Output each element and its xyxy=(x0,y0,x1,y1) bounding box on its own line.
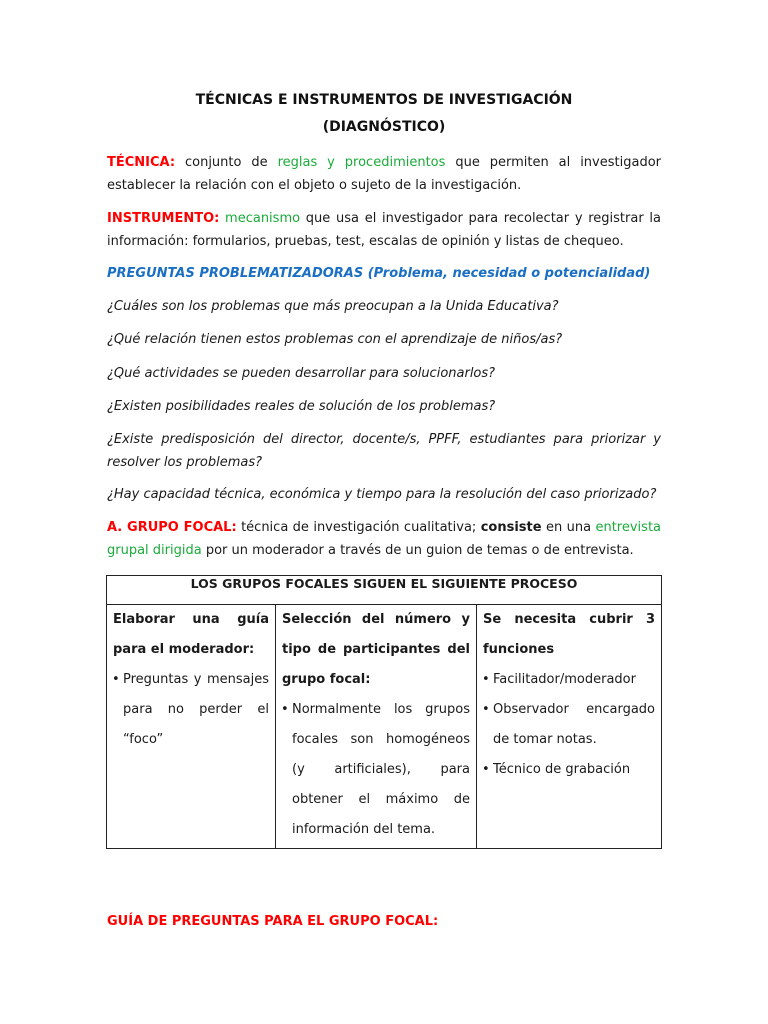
list-item: • Facilitador/moderador xyxy=(483,665,655,695)
page-title-line2: (DIAGNÓSTICO) xyxy=(322,119,446,135)
process-column-head: Selección del número y tipo de participantes del grupo focal: xyxy=(282,612,470,687)
process-table-body-row xyxy=(107,605,662,849)
pregunta-item: ¿Existe predisposición del director, docente/s, PPFF, estudiantes para priorizar y resolver los problemas? xyxy=(107,432,661,470)
grupo-focal-text2: en una xyxy=(541,520,596,535)
process-column-head: Se necesita cubrir 3 funciones xyxy=(483,612,656,657)
instrumento-highlight: mecanismo xyxy=(225,211,301,226)
pregunta-item: ¿Qué actividades se pueden desarrollar para solucionarlos? xyxy=(107,366,496,381)
process-table-header: LOS GRUPOS FOCALES SIGUEN EL SIGUIENTE PROCESO xyxy=(107,576,662,605)
instrumento-label: INSTRUMENTO: xyxy=(107,211,220,226)
tecnica-text1: conjunto de xyxy=(175,155,278,170)
process-column xyxy=(477,605,662,849)
tecnica-text2: que permiten al investigador establecer la relación con el objeto o sujeto de la investigación. xyxy=(107,155,661,193)
grupo-focal-text3: por un moderador a través de un guion de temas o de entrevista. xyxy=(201,543,634,558)
grupo-focal-bold: consiste xyxy=(480,520,542,535)
tecnica-highlight: reglas y procedimientos xyxy=(277,155,446,170)
process-table xyxy=(106,575,662,849)
guide-title: GUÍA DE PREGUNTAS PARA EL GRUPO FOCAL: xyxy=(107,914,439,929)
instrumento-text2: que usa el investigador para recolectar y registrar la información: formularios, pruebas, test, escalas de opinión y listas de chequeo. xyxy=(107,211,661,249)
tecnica-label: TÉCNICA: xyxy=(107,155,176,170)
list-item: • Preguntas y mensajes para no perder el “foco” xyxy=(113,665,269,755)
list-item: • Técnico de grabación xyxy=(483,755,655,785)
grupo-focal-label: A. GRUPO FOCAL: xyxy=(107,520,237,535)
tecnica-paragraph xyxy=(107,151,661,197)
pregunta-item: ¿Cuáles son los problemas que más preocupan a la Unida Educativa? xyxy=(107,299,559,314)
process-column-bullets xyxy=(113,665,269,755)
process-table-header-row xyxy=(107,576,662,605)
instrumento-paragraph xyxy=(107,207,661,253)
list-item: • Normalmente los grupos focales son homogéneos (y artificiales), para obtener el máximo de información del tema. xyxy=(282,695,470,845)
pregunta-item: ¿Hay capacidad técnica, económica y tiempo para la resolución del caso priorizado? xyxy=(107,487,657,502)
process-column-bullets xyxy=(282,695,470,845)
grupo-focal-text1: técnica de investigación cualitativa; xyxy=(236,520,481,535)
page-title-line1: TÉCNICAS E INSTRUMENTOS DE INVESTIGACIÓN xyxy=(195,92,573,108)
process-column xyxy=(107,605,276,849)
process-column-bullets xyxy=(483,665,655,785)
grupo-focal-highlight: entrevista grupal dirigida xyxy=(107,520,662,558)
preguntas-heading: PREGUNTAS PROBLEMATIZADORAS (Problema, necesidad o potencialidad) xyxy=(107,266,651,281)
process-column-head: Elaborar una guía para el moderador: xyxy=(113,612,269,657)
pregunta-item: ¿Qué relación tienen estos problemas con el aprendizaje de niños/as? xyxy=(107,332,563,347)
list-item: • Observador encargado de tomar notas. xyxy=(483,695,655,755)
grupo-focal-paragraph xyxy=(107,516,661,562)
process-column xyxy=(276,605,477,849)
pregunta-item: ¿Existen posibilidades reales de solución de los problemas? xyxy=(107,399,496,414)
